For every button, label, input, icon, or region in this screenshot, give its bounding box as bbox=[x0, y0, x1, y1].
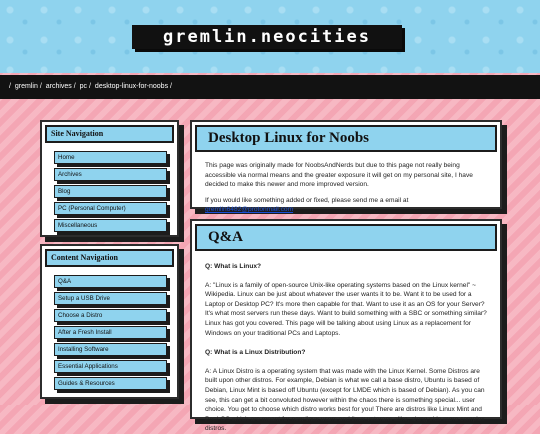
breadcrumb-sep: / bbox=[73, 83, 76, 90]
breadcrumb-sep: / bbox=[39, 83, 42, 90]
question-1: Q: What is Linux? bbox=[205, 263, 262, 270]
nav-qa[interactable]: Q&A bbox=[54, 275, 167, 288]
content-navigation-heading: Content Navigation bbox=[45, 249, 174, 267]
content-navigation-panel bbox=[40, 244, 179, 399]
nav-choose-distro[interactable]: Choose a Distro bbox=[54, 309, 167, 322]
nav-blog[interactable]: Blog bbox=[54, 185, 167, 198]
breadcrumb-pc[interactable]: pc bbox=[79, 83, 88, 90]
breadcrumb-sep: / bbox=[9, 83, 11, 90]
nav-after-install[interactable]: After a Fresh Install bbox=[54, 326, 167, 339]
site-navigation-heading: Site Navigation bbox=[45, 125, 174, 143]
question-2: Q: What is a Linux Distribution? bbox=[205, 349, 306, 357]
answer-1: A: "Linux is a family of open-source Unix-like operating systems based on the Linux kernel" ~ Wikipedia. Linux can be just about whatever the user wants it to be. Want it to be used for a Laptop or Desktop PC? It's more then capable for that. Want to use it as an OS for your Server? It's what most servers run these days. Want to build something with a SBC or something similar? Linux has got you covered. This page will be talking about using Linux as a replacement for Windows on your traditional PCs and Laptops. bbox=[205, 281, 487, 337]
nav-essential-apps[interactable]: Essential Applications bbox=[54, 360, 167, 373]
site-title-logo[interactable]: gremlin.neocities bbox=[132, 25, 402, 49]
nav-guides-resources[interactable]: Guides & Resources bbox=[54, 377, 167, 390]
breadcrumb-sep: / bbox=[170, 83, 172, 90]
breadcrumb bbox=[0, 75, 540, 99]
intro-panel bbox=[190, 120, 502, 214]
answer-2: A: A Linux Distro is a operating system that was made with the Linux Kernel. Some Distros are built upon other distros. For example, Debian is what we call a base distro, Ubuntu is based of Debian, Linux Mint is based off Ubuntu (except for LMDE which is based of Debian). As you can see, this can get a bit convoluted however within the chaos there is something special... user choice. You get to choose which distro works best for you! There are distros like Linux Mint and Pop! OS which are meant for new linux users and linux veterans alike, along side more complex distros. bbox=[205, 367, 485, 433]
intro-paragraph: This page was originally made for NoobsAndNerds but due to this page not really being accessible via normal means and the greater exposure it will get on my personal site, I have decided to make this newer and more improved version. bbox=[205, 162, 473, 189]
nav-setup-usb[interactable]: Setup a USB Drive bbox=[54, 292, 167, 305]
breadcrumb-gremlin[interactable]: gremlin bbox=[14, 83, 38, 90]
site-navigation-panel bbox=[40, 120, 179, 237]
nav-miscellaneous[interactable]: Miscellaneous bbox=[54, 219, 167, 232]
nav-archives[interactable]: Archives bbox=[54, 168, 167, 181]
qa-title: Q&A bbox=[195, 224, 497, 251]
breadcrumb-current-page[interactable]: desktop-linux-for-noobs bbox=[94, 83, 169, 90]
nav-installing-software[interactable]: Installing Software bbox=[54, 343, 167, 356]
breadcrumb-sep: / bbox=[89, 83, 91, 90]
nav-pc[interactable]: PC (Personal Computer) bbox=[54, 202, 167, 215]
email-link[interactable]: gremlin6482@protonmail.com bbox=[205, 206, 294, 214]
site-banner bbox=[0, 0, 540, 73]
nav-home[interactable]: Home bbox=[54, 151, 167, 164]
breadcrumb-archives[interactable]: archives bbox=[45, 83, 72, 90]
contact-line bbox=[192, 196, 500, 215]
intro-title: Desktop Linux for Noobs bbox=[195, 125, 497, 152]
qa-panel bbox=[190, 219, 502, 433]
contact-text: If you would like something added or fixed, please send me a email at bbox=[205, 196, 409, 204]
